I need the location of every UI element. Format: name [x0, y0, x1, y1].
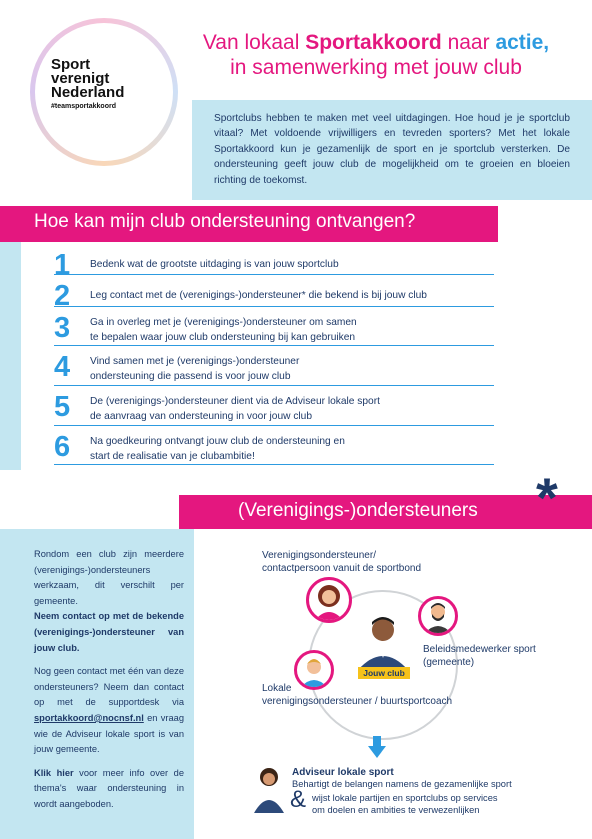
info-p1-bold: Neem contact op met de bekende (verenigings-)ondersteuner van jouw club. [34, 611, 184, 653]
step-text-line-2: ondersteuning die passend is voor jouw club [90, 371, 291, 382]
supportdesk-email-link[interactable]: sportakkoord@nocnsf.nl [34, 712, 144, 723]
title-line-1 [180, 30, 572, 55]
logo [30, 18, 178, 166]
step-text [90, 257, 339, 272]
intro-text: Sportclubs hebben te maken met veel uitdagingen. Hoe houd je je sportclub vitaal? Met voldoende vrijwilligers en tevreden sporters? Met het lokale Sportakkoord kun je gezamenlijk de sport en je sportclub versterken. De ondersteuning geeft jouw club de mogelijkheid om te groeien en bloeien richting de toekomst. [214, 113, 570, 186]
step-text-line-2: te bepalen waar jouw club ondersteuning bij kan gebruiken [90, 332, 356, 343]
title-part-1: Van lokaal [202, 31, 306, 54]
step-number: 1 [54, 249, 71, 281]
adviseur-line-3: om doelen en ambities te verwezenlijken [312, 805, 480, 815]
avatar-beleidsmedewerker [418, 596, 458, 636]
adviseur-line-1: Behartigt de belangen namens de gezamenlijke sport [292, 779, 512, 789]
diagram-right-label [423, 643, 536, 669]
logo-hashtag: #teamsportakkoord [51, 103, 116, 110]
step-number: 6 [54, 431, 71, 463]
adviseur-line-2: wijst lokale partijen en sportclubs op services [312, 793, 498, 803]
info-paragraph-1 [34, 547, 184, 656]
step-row [54, 392, 494, 426]
info-p2-a: Nog geen contact met één van deze ondersteuners? Neem dan contact op met de supportdesk via [34, 666, 184, 708]
step-text-line-1: Bedenk wat de grootste uitdaging is van jouw sportclub [90, 259, 339, 270]
page-title [180, 30, 572, 80]
step-row [54, 249, 494, 281]
title-bold: Sportakkoord [305, 31, 442, 54]
info-p2-b: en vraag wie de Adviseur lokale sport is van jouw gemeente. [34, 712, 184, 755]
section-2-title: (Verenigings-)ondersteuners [238, 500, 478, 521]
asterisk-icon: * [536, 466, 558, 529]
ampersand: & [290, 786, 307, 813]
adviseur-woman-icon [252, 765, 286, 813]
logo-wordmark [51, 58, 124, 100]
arrow-down-icon [368, 736, 386, 763]
step-text [90, 434, 345, 464]
logo-line-2: verenigt [51, 70, 110, 87]
right-label-line-1: Beleidsmedewerker sport [423, 644, 536, 655]
diagram-top-label [262, 549, 421, 575]
step-row [54, 313, 494, 346]
step-text [90, 394, 380, 424]
step-number: 2 [54, 280, 71, 312]
step-row [54, 352, 494, 386]
adviseur-title: Adviseur lokale sport [292, 767, 394, 778]
step-text [90, 354, 299, 384]
step-text-line-2: de aanvraag van ondersteuning in voor jouw club [90, 411, 313, 422]
step-text-line-1: Vind samen met je (verenigings-)ondersteuner [90, 356, 300, 367]
jouw-club-badge: Jouw club [358, 667, 410, 679]
title-part-2: naar [441, 31, 496, 54]
right-label-line-2: (gemeente) [423, 657, 475, 668]
step-number: 3 [54, 312, 71, 344]
center-man-icon [352, 612, 414, 670]
adviseur-avatar [252, 765, 286, 818]
step-number: 5 [54, 391, 71, 423]
info-p3: voor meer info over de thema's waar ondersteuning in wordt aangeboden. [34, 767, 184, 809]
center-person-icon [352, 612, 414, 675]
info-text [34, 547, 184, 821]
step-text-line-1: De (verenigings-)ondersteuner dient via de Adviseur lokale sport [90, 396, 380, 407]
woman-icon [309, 580, 349, 620]
avatar-bond-contact [306, 577, 352, 623]
step-row [54, 280, 494, 312]
title-line-2: in samenwerking met jouw club [230, 56, 522, 79]
adviseur-lines [312, 792, 498, 816]
step-number: 4 [54, 351, 71, 383]
info-p1: Rondom een club zijn meerdere (verenigings-)ondersteuners werkzaam, dit verschilt per gemeente. [34, 549, 184, 606]
step-text-line-2: start de realisatie van je clubambitie! [90, 451, 255, 462]
steps-side-strip [0, 242, 21, 470]
left-label-line-1: Lokale [262, 683, 292, 694]
click-here-link[interactable]: Klik hier [34, 767, 74, 778]
logo-line-1: Sport [51, 56, 91, 73]
info-paragraph-3 [34, 766, 184, 813]
section-1-title: Hoe kan mijn club ondersteuning ontvangen? [34, 211, 416, 232]
left-label-line-2: verenigingsondersteuner / buurtsportcoach [262, 696, 453, 707]
diagram-left-label [262, 682, 452, 708]
step-row [54, 432, 494, 465]
step-text [90, 288, 427, 303]
info-paragraph-2 [34, 664, 184, 758]
step-text [90, 315, 357, 345]
step-text-line-1: Leg contact met de (verenigings-)ondersteuner* die bekend is bij jouw club [90, 290, 427, 301]
top-label-line-2: contactpersoon vanuit de sportbond [262, 563, 421, 574]
step-text-line-1: Ga in overleg met je (verenigings-)ondersteuner om samen [90, 317, 357, 328]
bearded-man-icon [421, 599, 455, 633]
top-label-line-1: Verenigingsondersteuner/ [262, 550, 376, 561]
step-text-line-1: Na goedkeuring ontvangt jouw club de ondersteuning en [90, 436, 345, 447]
title-accent: actie, [495, 31, 550, 54]
logo-line-3: Nederland [51, 84, 125, 101]
logo-inner [35, 23, 173, 161]
